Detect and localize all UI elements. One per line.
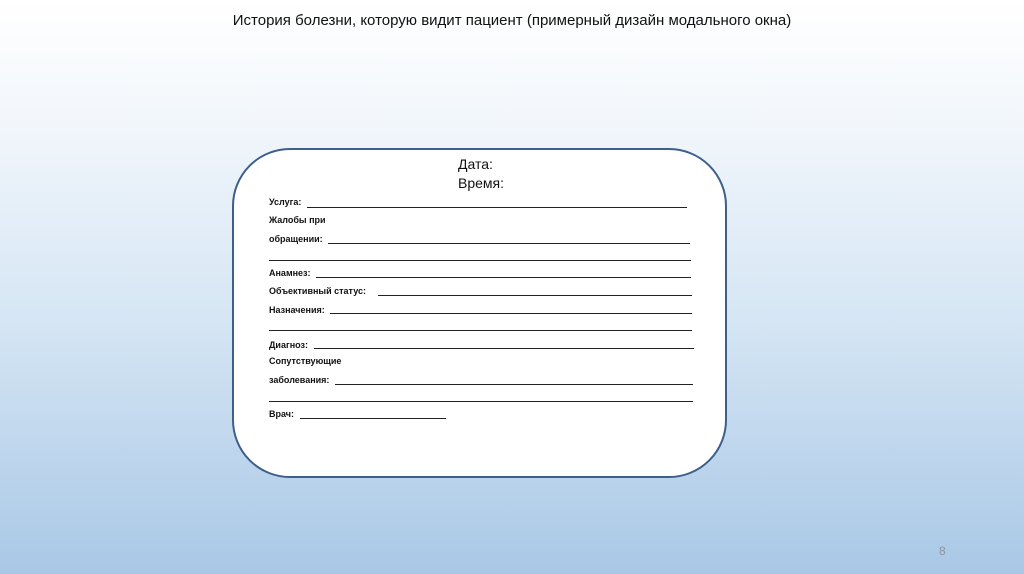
diagnosis-field-line bbox=[314, 348, 694, 349]
complaints-label-line2: обращении: bbox=[269, 234, 323, 244]
diagnosis-label: Диагноз: bbox=[269, 340, 308, 350]
prescriptions-field-line bbox=[330, 313, 692, 314]
anamnesis-field-line bbox=[316, 277, 691, 278]
prescriptions-field-line-extra bbox=[269, 330, 692, 331]
complaints-field-line-extra bbox=[269, 260, 691, 261]
slide-title: История болезни, которую видит пациент (примерный дизайн модального окна) bbox=[232, 12, 792, 29]
prescriptions-label: Назначения: bbox=[269, 305, 325, 315]
date-label: Дата: bbox=[458, 156, 493, 172]
objective-status-field-line bbox=[378, 295, 692, 296]
complaints-field-line bbox=[328, 243, 690, 244]
objective-status-label: Объективный статус: bbox=[269, 286, 366, 296]
service-label: Услуга: bbox=[269, 197, 302, 207]
doctor-field-line bbox=[300, 418, 446, 419]
doctor-label: Врач: bbox=[269, 409, 295, 419]
comorbid-label-line1: Сопутствующие bbox=[269, 356, 342, 366]
complaints-label-line1: Жалобы при bbox=[269, 215, 326, 225]
medical-history-modal bbox=[232, 148, 727, 478]
time-label: Время: bbox=[458, 175, 505, 191]
anamnesis-label: Анамнез: bbox=[269, 268, 311, 278]
comorbid-field-line bbox=[335, 384, 693, 385]
service-field-line bbox=[307, 207, 687, 208]
comorbid-label-line2: заболевания: bbox=[269, 375, 330, 385]
page-number: 8 bbox=[939, 544, 946, 558]
comorbid-field-line-extra bbox=[269, 401, 693, 402]
